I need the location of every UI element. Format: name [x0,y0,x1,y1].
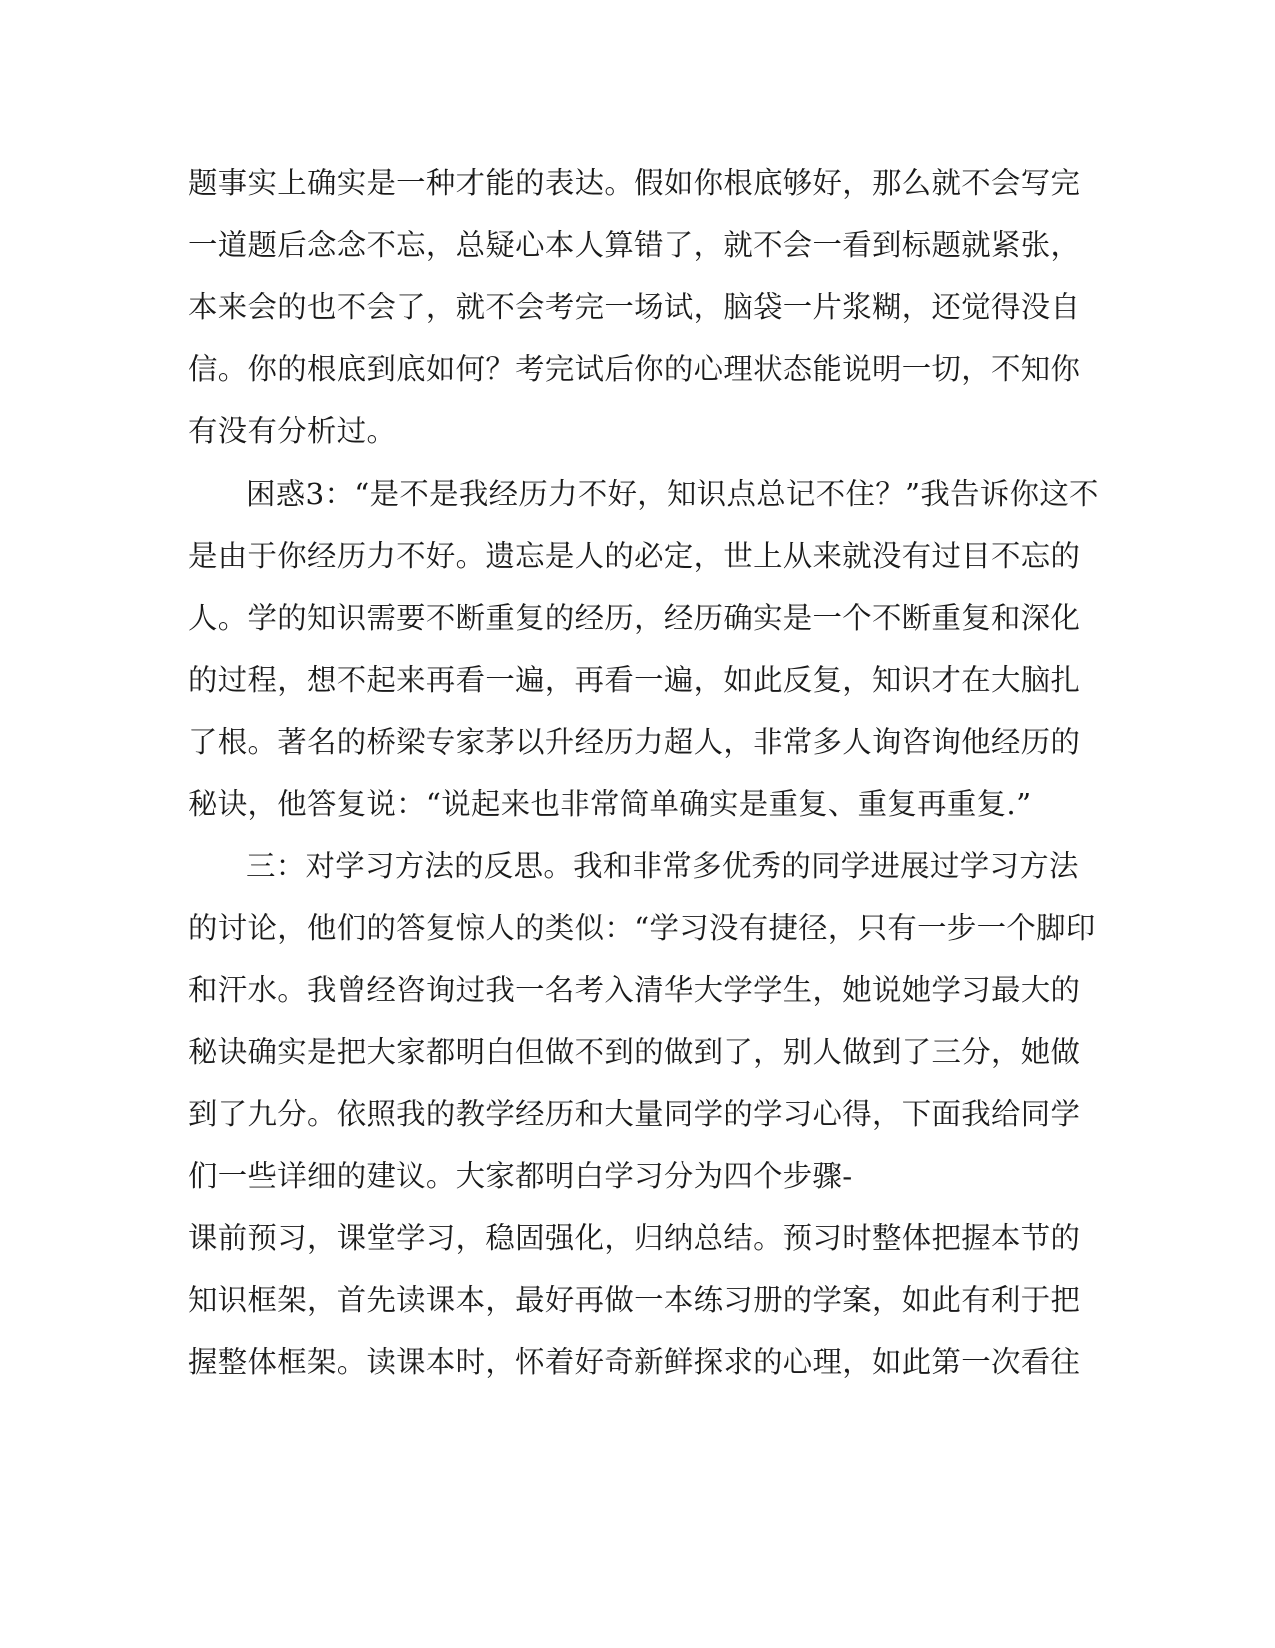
text-line: 是由于你经历力不好。遗忘是人的必定，世上从来就没有过目不忘的 [188,539,1081,573]
text-line: 知识框架，首先读课本，最好再做一本练习册的学案，如此有利于把 [188,1283,1081,1317]
text-line: 本来会的也不会了，就不会考完一场试，脑袋一片浆糊，还觉得没自 [188,290,1081,324]
text-line: 和汗水。我曾经咨询过我一名考入清华大学学生，她说她学习最大的 [188,973,1081,1007]
text-line: 人。学的知识需要不断重复的经历，经历确实是一个不断重复和深化 [188,601,1081,635]
text-line: 秘诀，他答复说：“说起来也非常简单确实是重复、重复再重复.” [188,787,1032,821]
text-line: 的讨论，他们的答复惊人的类似：“学习没有捷径，只有一步一个脚印 [188,911,1096,945]
paragraph-first-line: 三：对学习方法的反思。我和非常多优秀的同学进展过学习方法 [246,849,1079,883]
text-line: 一道题后念念不忘，总疑心本人算错了，就不会一看到标题就紧张， [188,228,1081,262]
text-line: 信。你的根底到底如何？考完试后你的心理状态能说明一切，不知你 [188,352,1081,386]
text-line: 握整体框架。读课本时，怀着好奇新鲜探求的心理，如此第一次看往 [188,1345,1081,1379]
text-line: 题事实上确实是一种才能的表达。假如你根底够好，那么就不会写完 [188,166,1081,200]
text-line: 了根。著名的桥梁专家茅以升经历力超人，非常多人询咨询他经历的 [188,725,1081,759]
text-line: 秘诀确实是把大家都明白但做不到的做到了，别人做到了三分，她做 [188,1035,1081,1069]
text-line: 有没有分析过。 [188,414,397,448]
text-line: 的过程，想不起来再看一遍，再看一遍，如此反复，知识才在大脑扎 [188,663,1081,697]
text-line: 们一些详细的建议。大家都明白学习分为四个步骤- [188,1159,853,1193]
text-line: 到了九分。依照我的教学经历和大量同学的学习心得，下面我给同学 [188,1097,1081,1131]
text-line: 课前预习，课堂学习，稳固强化，归纳总结。预习时整体把握本节的 [188,1221,1081,1255]
paragraph-first-line: 困惑3：“是不是我经历力不好，知识点总记不住？”我告诉你这不 [246,477,1099,511]
